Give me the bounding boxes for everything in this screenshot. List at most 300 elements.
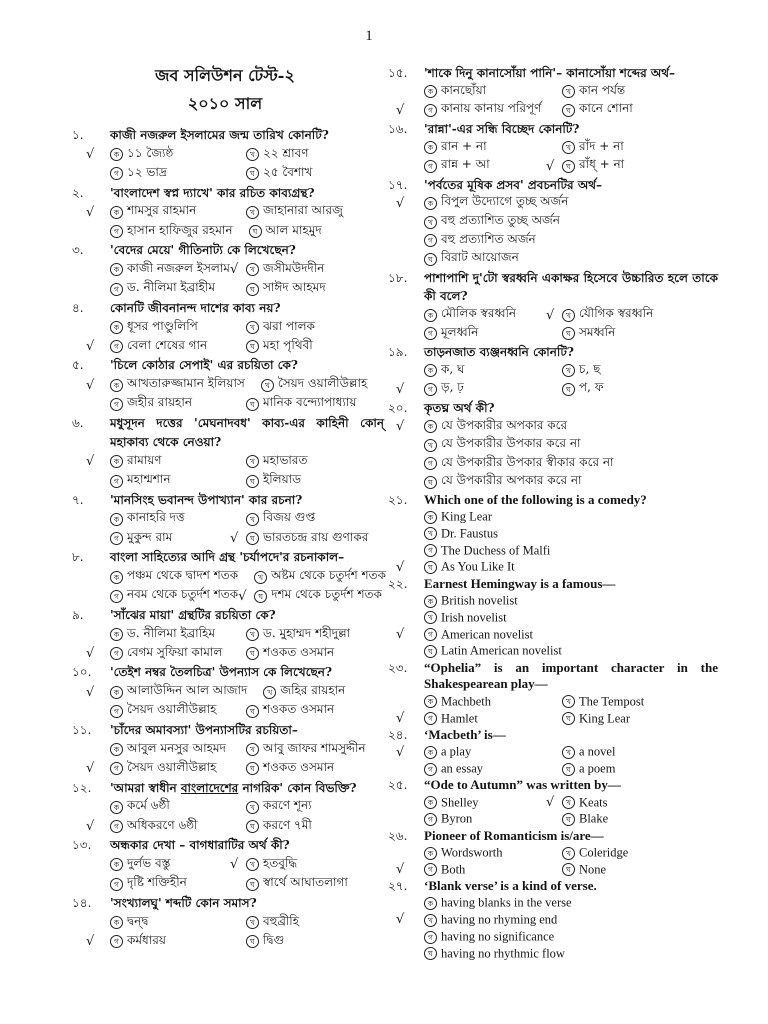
correct-answer-checkmark: √ bbox=[86, 377, 95, 393]
option-letter-circle: ঘ bbox=[246, 647, 259, 660]
option-text: Keats bbox=[579, 795, 608, 810]
answer-option bbox=[562, 811, 608, 827]
correct-answer-checkmark: √ bbox=[86, 204, 95, 220]
answer-option bbox=[562, 82, 625, 102]
option-letter-circle: ঘ bbox=[424, 253, 437, 266]
answer-option bbox=[249, 222, 322, 242]
option-letter-circle: ক bbox=[424, 897, 437, 910]
option-letter-circle: ক bbox=[110, 321, 123, 334]
option-letter-circle: ক bbox=[110, 206, 123, 219]
question-item bbox=[72, 491, 384, 549]
answer-option bbox=[110, 855, 230, 875]
question-item bbox=[72, 779, 384, 837]
option-row bbox=[72, 452, 384, 471]
option-row bbox=[72, 471, 384, 490]
option-row bbox=[72, 337, 384, 356]
option-text: আখতারুজ্জামান ইলিয়াস bbox=[127, 376, 245, 391]
option-row bbox=[388, 626, 718, 643]
option-text: বিপুল উদ্যোগে তুচ্ছ অর্জন bbox=[441, 194, 569, 209]
option-text: সমধ্বনি bbox=[579, 324, 616, 339]
option-text: American novelist bbox=[441, 627, 533, 642]
option-text: মহাভারত bbox=[263, 452, 308, 467]
option-text: a novel bbox=[579, 744, 616, 759]
option-row bbox=[388, 811, 718, 828]
option-letter-circle: ঘ bbox=[424, 645, 437, 658]
option-text: ড. নীলিমা ইব্রাহিম bbox=[127, 625, 216, 640]
question-item bbox=[72, 299, 384, 357]
option-letter-circle: খ bbox=[562, 309, 575, 322]
answer-option bbox=[562, 100, 633, 120]
option-text: having no rhyming end bbox=[441, 912, 558, 927]
question-number: ২২. bbox=[388, 576, 408, 591]
question-item bbox=[388, 399, 718, 492]
option-text: আবু জাফর শামসুদ্দীন bbox=[263, 740, 366, 755]
option-row bbox=[388, 454, 718, 473]
option-text: দ্বিগু bbox=[263, 932, 285, 947]
question-item bbox=[388, 120, 718, 176]
option-row bbox=[388, 250, 718, 269]
correct-answer-checkmark: √ bbox=[396, 102, 405, 118]
option-letter-circle: ক bbox=[424, 141, 437, 154]
option-text: যে উপকারীর অপকার করে bbox=[441, 417, 568, 432]
answer-option bbox=[246, 874, 348, 894]
option-letter-circle: ঘ bbox=[246, 167, 259, 180]
option-letter-circle: খ bbox=[246, 916, 259, 929]
option-row bbox=[72, 164, 384, 183]
answer-option bbox=[562, 795, 607, 811]
option-letter-circle: ক bbox=[424, 197, 437, 210]
option-row bbox=[388, 895, 718, 912]
answer-option bbox=[562, 156, 624, 176]
option-letter-circle: ক bbox=[110, 686, 123, 699]
answer-option bbox=[110, 164, 230, 184]
question-number: ১৮. bbox=[388, 270, 408, 285]
answer-option bbox=[424, 694, 546, 710]
option-row bbox=[388, 508, 718, 525]
question-item bbox=[388, 660, 718, 727]
option-row bbox=[388, 592, 718, 609]
option-letter-circle: ক bbox=[424, 420, 437, 433]
underlined-word: বাংলাদেশের bbox=[180, 780, 239, 795]
question-number: ৩. bbox=[72, 243, 84, 258]
question-item bbox=[72, 356, 384, 414]
answer-option bbox=[424, 929, 554, 945]
correct-answer-checkmark: √ bbox=[396, 912, 405, 928]
option-letter-circle: খ bbox=[562, 85, 575, 98]
option-text: রাঁধ্ + না bbox=[579, 157, 625, 172]
question-text: 'চিলে কোঠার সেপাই' এর রচয়িতা কে? bbox=[110, 358, 298, 373]
question-item bbox=[388, 777, 718, 827]
option-letter-circle: গ bbox=[110, 283, 123, 296]
correct-answer-checkmark: √ bbox=[230, 857, 239, 873]
option-letter-circle: গ bbox=[424, 234, 437, 247]
answer-option bbox=[110, 394, 230, 414]
option-text: Byron bbox=[441, 812, 473, 826]
answer-option bbox=[424, 231, 546, 251]
answer-option bbox=[424, 593, 546, 609]
option-text: স্বার্থে আঘাতলাগা bbox=[263, 875, 348, 890]
correct-answer-checkmark: √ bbox=[396, 710, 405, 726]
question-text: তাড়নজাত ব্যঞ্জনধ্বনি কোনটি? bbox=[424, 344, 574, 359]
question-text: 'বাংলাদেশ স্বপ্ন দ্যাখে' কার রচিত কাব্যগ্রন্থ? bbox=[110, 185, 315, 200]
answer-option bbox=[562, 694, 644, 710]
answer-option bbox=[110, 740, 230, 760]
option-text: ধূসর পাণ্ডুলিপি bbox=[127, 318, 198, 333]
answer-option bbox=[246, 701, 334, 721]
title-year: ২০১০ সাল bbox=[187, 94, 263, 113]
correct-answer-checkmark: √ bbox=[86, 454, 95, 470]
answer-option bbox=[110, 644, 230, 664]
answer-option bbox=[424, 100, 546, 120]
option-letter-circle: খ bbox=[562, 364, 575, 377]
answer-option bbox=[110, 375, 245, 395]
option-letter-circle: গ bbox=[110, 935, 123, 948]
question-item bbox=[72, 836, 384, 894]
answer-option bbox=[110, 337, 230, 357]
answer-option bbox=[246, 318, 315, 338]
option-row bbox=[388, 710, 718, 727]
option-letter-circle: গ bbox=[110, 225, 123, 238]
option-letter-circle: খ bbox=[424, 914, 437, 927]
question-item bbox=[72, 721, 384, 779]
answer-option bbox=[562, 305, 653, 325]
option-text: বিরাট আয়োজন bbox=[441, 250, 519, 265]
option-letter-circle: খ bbox=[263, 686, 276, 699]
option-text: Both bbox=[441, 862, 466, 877]
option-letter-circle: ক bbox=[424, 847, 437, 860]
option-text: শামসুর রাহমান bbox=[127, 203, 197, 218]
answer-option bbox=[110, 471, 230, 491]
option-row bbox=[388, 744, 718, 761]
option-text: দুর্লভ বস্তু bbox=[127, 855, 171, 870]
option-letter-circle: ঘ bbox=[246, 762, 259, 775]
question-number: ১১. bbox=[72, 722, 92, 737]
option-letter-circle: ঘ bbox=[562, 104, 575, 117]
option-text: মূলধ্বনি bbox=[441, 324, 479, 339]
correct-answer-checkmark: √ bbox=[86, 934, 95, 950]
answer-option bbox=[110, 625, 230, 645]
answer-option bbox=[424, 811, 546, 827]
option-letter-circle: গ bbox=[424, 931, 437, 944]
question-item bbox=[72, 126, 384, 184]
option-row bbox=[388, 473, 718, 492]
option-letter-circle: ক bbox=[424, 309, 437, 322]
option-letter-circle: খ bbox=[246, 628, 259, 641]
option-row bbox=[388, 693, 718, 710]
question-header bbox=[72, 836, 384, 855]
option-row bbox=[388, 945, 718, 962]
answer-option bbox=[424, 435, 580, 455]
question-text: কাজী নজরুল ইসলামের জন্ম তারিখ কোনটি? bbox=[110, 128, 329, 142]
question-item bbox=[388, 576, 718, 660]
correct-answer-checkmark: √ bbox=[396, 626, 405, 642]
answer-option bbox=[424, 361, 546, 381]
option-row bbox=[388, 643, 718, 660]
correct-answer-checkmark: √ bbox=[230, 262, 239, 278]
answer-option bbox=[424, 249, 546, 269]
option-text: King Lear bbox=[441, 509, 493, 524]
option-letter-circle: ঘ bbox=[246, 935, 259, 948]
option-letter-circle: খ bbox=[261, 379, 274, 392]
question-text-part: 'আমরা স্বাধীন bbox=[110, 780, 181, 795]
answer-option bbox=[424, 946, 565, 962]
question-header bbox=[72, 356, 384, 375]
option-row bbox=[72, 702, 384, 721]
question-number: ৪. bbox=[72, 300, 84, 315]
option-letter-circle: ঘ bbox=[246, 340, 259, 353]
option-row bbox=[72, 683, 384, 702]
answer-option bbox=[424, 761, 546, 777]
option-letter-circle: গ bbox=[424, 160, 437, 173]
answer-option bbox=[424, 643, 562, 659]
answer-option bbox=[562, 744, 615, 760]
correct-answer-checkmark: √ bbox=[86, 147, 95, 163]
option-letter-circle: গ bbox=[110, 647, 123, 660]
question-text: পাশাপাশি দু'টো স্বরধ্বনি একাক্ষর হিসেবে উচ্চারিত হলে তাকে কী বলে? bbox=[424, 270, 718, 304]
correct-answer-checkmark: √ bbox=[546, 794, 555, 810]
answer-option bbox=[424, 212, 560, 232]
answer-option bbox=[246, 202, 343, 222]
question-item bbox=[72, 894, 384, 952]
question-number: ২৬. bbox=[388, 828, 408, 843]
answer-option bbox=[424, 454, 614, 474]
question-text: বাংলা সাহিত্যের আদি গ্রন্থ 'চর্যাপদে'র রচনাকাল– bbox=[110, 550, 345, 565]
option-letter-circle: গ bbox=[110, 167, 123, 180]
option-letter-circle: খ bbox=[424, 439, 437, 452]
question-number: ১. bbox=[72, 128, 84, 142]
option-letter-circle: গ bbox=[424, 544, 437, 557]
option-text: কান পর্যন্ত bbox=[579, 82, 626, 97]
option-row bbox=[72, 913, 384, 932]
question-item bbox=[388, 727, 718, 777]
answer-option bbox=[424, 156, 546, 176]
answer-option bbox=[562, 361, 600, 381]
question-number: ১৬. bbox=[388, 121, 408, 136]
option-text: শওকত ওসমান bbox=[263, 644, 335, 659]
question-header bbox=[72, 491, 384, 510]
question-number: ২৭. bbox=[388, 878, 408, 893]
option-letter-circle: ঘ bbox=[254, 590, 267, 603]
correct-answer-checkmark: √ bbox=[86, 646, 95, 662]
answer-option bbox=[424, 610, 546, 626]
option-letter-circle: ক bbox=[110, 743, 123, 756]
option-text: ২২ শ্রাবণ bbox=[263, 145, 309, 160]
option-letter-circle: ঘ bbox=[562, 863, 575, 876]
option-text: ক, ঘ bbox=[441, 361, 465, 376]
option-row bbox=[72, 798, 384, 817]
option-row bbox=[72, 625, 384, 644]
answer-option bbox=[562, 324, 615, 344]
question-header bbox=[388, 492, 718, 509]
option-letter-circle: ঘ bbox=[562, 763, 575, 776]
option-row bbox=[388, 559, 718, 576]
option-letter-circle: ক bbox=[110, 379, 123, 392]
option-row bbox=[72, 932, 384, 951]
question-item bbox=[72, 241, 384, 299]
option-text: দ্বন্দ্ব bbox=[127, 913, 149, 928]
option-letter-circle: ঘ bbox=[246, 475, 259, 488]
answer-option bbox=[110, 701, 230, 721]
option-row bbox=[388, 362, 718, 381]
option-letter-circle: ঘ bbox=[562, 712, 575, 725]
option-row bbox=[72, 567, 387, 586]
question-item bbox=[72, 184, 384, 242]
option-row bbox=[72, 529, 384, 548]
option-text: জহীর রায়হান bbox=[127, 395, 192, 410]
question-text: ‘Macbeth’ is— bbox=[424, 726, 506, 742]
option-row bbox=[72, 222, 384, 241]
option-text: Wordsworth bbox=[441, 845, 503, 860]
option-text: Machbeth bbox=[441, 694, 491, 709]
option-text: কানছোঁয়া bbox=[441, 82, 487, 97]
question-item bbox=[388, 878, 718, 962]
option-row bbox=[72, 145, 384, 164]
question-item bbox=[388, 343, 718, 399]
option-text: having blanks in the verse bbox=[441, 895, 572, 910]
option-row bbox=[388, 436, 718, 455]
question-header bbox=[72, 894, 384, 913]
option-text: করণে শূন্য bbox=[263, 798, 312, 813]
answer-option bbox=[424, 324, 546, 344]
option-text: সাঈদ আহমদ bbox=[263, 280, 326, 295]
option-letter-circle: গ bbox=[424, 327, 437, 340]
option-text: জসীমউদদীন bbox=[263, 260, 325, 275]
option-text: ২৫ বৈশাখ bbox=[263, 164, 313, 179]
option-letter-circle: ক bbox=[110, 455, 123, 468]
option-text: যৌগিক স্বরধ্বনি bbox=[579, 306, 654, 321]
option-row bbox=[72, 510, 384, 529]
option-letter-circle: খ bbox=[562, 746, 575, 759]
question-item bbox=[388, 828, 718, 878]
option-letter-circle: গ bbox=[110, 590, 123, 603]
page-title bbox=[75, 62, 375, 118]
question-header bbox=[72, 721, 384, 740]
answer-option bbox=[424, 711, 546, 727]
answer-option bbox=[246, 913, 299, 933]
option-text: having no significance bbox=[441, 929, 555, 944]
option-letter-circle: গ bbox=[110, 532, 123, 545]
option-letter-circle: খ bbox=[424, 527, 437, 540]
option-row bbox=[388, 138, 718, 157]
option-text: ১১ জ্যৈষ্ঠ bbox=[127, 145, 174, 160]
option-letter-circle: খ bbox=[246, 801, 259, 814]
question-item bbox=[388, 176, 718, 269]
option-letter-circle: খ bbox=[246, 321, 259, 334]
option-text: having no rhythmic flow bbox=[441, 946, 565, 961]
answer-option bbox=[110, 279, 230, 299]
option-text: a poem bbox=[579, 761, 616, 776]
option-row bbox=[388, 417, 718, 436]
question-header bbox=[388, 343, 718, 362]
question-number: ১৫. bbox=[388, 66, 408, 80]
answer-option bbox=[110, 759, 230, 779]
option-letter-circle: গ bbox=[110, 820, 123, 833]
option-text: নবম থেকে চতুর্দশ শতক bbox=[127, 587, 239, 602]
option-letter-circle: ঘ bbox=[246, 283, 259, 296]
option-letter-circle: ক bbox=[424, 85, 437, 98]
option-text: King Lear bbox=[579, 711, 631, 726]
correct-answer-checkmark: √ bbox=[86, 761, 95, 777]
option-row bbox=[72, 855, 384, 874]
option-row bbox=[388, 525, 718, 542]
question-text: 'সাঁঝের মায়া' গ্রন্থটির রচয়িতা কে? bbox=[110, 607, 276, 622]
option-letter-circle: ঘ bbox=[424, 561, 437, 574]
question-text: অন্ধকার দেখা – বাগধারাটির অর্থ কী? bbox=[110, 838, 290, 853]
option-row bbox=[72, 376, 384, 395]
option-text: যে উপকারীর উপকার করে না bbox=[441, 436, 581, 451]
answer-option bbox=[424, 845, 546, 861]
answer-option bbox=[424, 379, 546, 399]
option-row bbox=[388, 194, 718, 213]
option-text: সৈয়দ ওয়ালীউল্লাহ bbox=[127, 702, 217, 717]
option-row bbox=[72, 587, 384, 606]
answer-option bbox=[246, 337, 313, 357]
option-letter-circle: গ bbox=[110, 762, 123, 775]
option-text: বেলা শেষের গান bbox=[127, 337, 208, 352]
answer-option bbox=[562, 862, 606, 878]
question-text: 'বেদের মেয়ে' গীতিনাট্য কে লিখেছেন? bbox=[110, 243, 296, 258]
right-column bbox=[388, 64, 718, 962]
question-header bbox=[72, 663, 384, 682]
option-text: None bbox=[579, 862, 607, 877]
option-text: আল মাহমুদ bbox=[265, 222, 322, 237]
answer-option bbox=[424, 82, 546, 102]
option-letter-circle: ক bbox=[110, 628, 123, 641]
correct-answer-checkmark: √ bbox=[396, 559, 405, 575]
correct-answer-checkmark: √ bbox=[86, 339, 95, 355]
answer-option bbox=[110, 145, 230, 165]
option-text: মুকুন্দ রাম bbox=[127, 529, 173, 544]
answer-option bbox=[246, 740, 366, 760]
question-text: Pioneer of Romanticism is/are— bbox=[424, 827, 604, 843]
answer-option bbox=[424, 193, 568, 213]
option-row bbox=[388, 609, 718, 626]
question-number: ১৪. bbox=[72, 895, 92, 910]
answer-option bbox=[562, 761, 615, 777]
question-number: ২. bbox=[72, 185, 84, 200]
answer-option bbox=[110, 567, 238, 587]
question-header bbox=[72, 126, 384, 145]
answer-option bbox=[246, 471, 301, 491]
question-text: 'সংখ্যালঘু' শব্দটি কোন সমাস? bbox=[110, 895, 257, 910]
question-header bbox=[388, 64, 718, 83]
option-row bbox=[72, 395, 384, 414]
question-header bbox=[388, 777, 718, 794]
option-letter-circle: খ bbox=[246, 858, 259, 871]
option-letter-circle: ক bbox=[110, 571, 123, 584]
answer-option bbox=[424, 627, 546, 643]
option-text: অষ্টম থেকে চতুর্দশ শতক bbox=[271, 568, 387, 583]
option-row bbox=[72, 318, 384, 337]
question-number: ১৯. bbox=[388, 344, 408, 359]
option-text: As You Like It bbox=[441, 560, 515, 575]
answer-option bbox=[246, 932, 284, 952]
question-item bbox=[72, 548, 387, 606]
option-letter-circle: ক bbox=[424, 595, 437, 608]
option-text: Irish novelist bbox=[441, 610, 507, 625]
option-letter-circle: খ bbox=[424, 611, 437, 624]
option-row bbox=[72, 875, 384, 894]
answer-option bbox=[254, 586, 382, 606]
question-item bbox=[72, 663, 384, 721]
option-text: মানিক বন্দ্যোপাধ্যায় bbox=[263, 395, 357, 410]
option-letter-circle: ঘ bbox=[249, 225, 262, 238]
answer-option bbox=[246, 529, 368, 549]
question-text: 'তেইশ নম্বর তৈলচিত্র' উপন্যাস কে লিখেছেন? bbox=[110, 665, 332, 680]
option-text: দশম থেকে চতুর্দশ শতক bbox=[271, 587, 382, 602]
option-letter-circle: গ bbox=[424, 763, 437, 776]
question-text: মধুসূদন দত্তের 'মেঘনাদবধ' কাব্য-এর কাহিনী কোন্ মহাকাব্য থেকে নেওয়া? bbox=[110, 415, 384, 450]
